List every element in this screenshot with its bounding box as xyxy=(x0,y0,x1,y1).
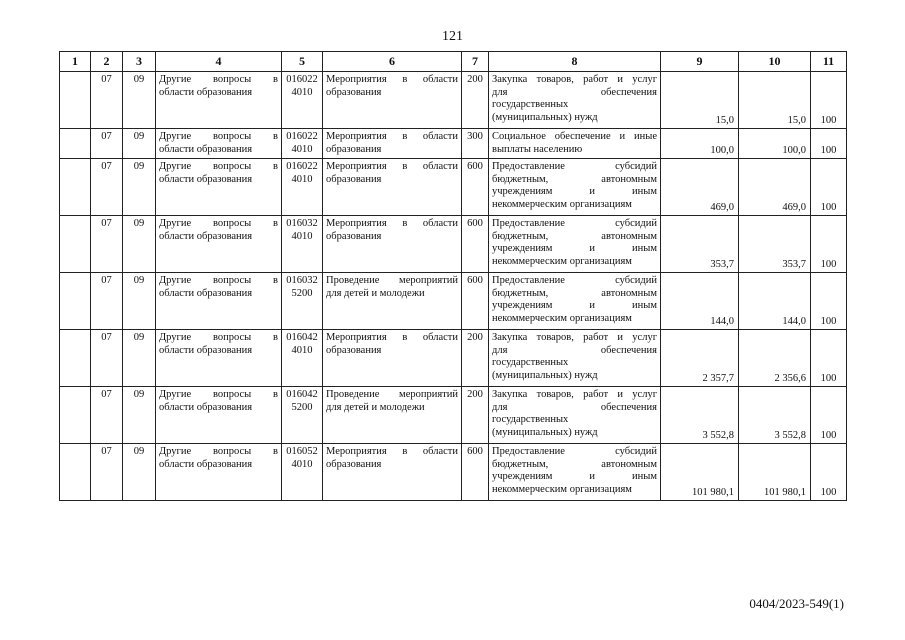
target-code-line: 5200 xyxy=(291,287,313,299)
expense-type-code: 600 xyxy=(467,161,483,172)
cell-col1 xyxy=(60,273,91,330)
cell-planned xyxy=(661,129,739,159)
description-line: Другие вопросы в xyxy=(159,131,278,142)
table-row xyxy=(60,159,847,216)
expense-type-code: 200 xyxy=(467,332,483,343)
cell-subsection xyxy=(123,444,156,501)
expense-type-line: бюджетным, автономным xyxy=(492,230,657,242)
subsection-code: 09 xyxy=(133,161,145,172)
cell-target-code xyxy=(282,330,323,387)
expense-type-line: некоммерческим организациям xyxy=(492,255,632,267)
cell-target-code xyxy=(282,216,323,273)
cell-expense-name xyxy=(489,273,661,330)
cell-percent xyxy=(811,159,847,216)
cell-measure xyxy=(323,216,462,273)
percent-value: 100 xyxy=(820,201,837,213)
subsection-code: 09 xyxy=(133,389,145,400)
expense-type-line: Предоставление субсидий xyxy=(492,446,657,457)
description-line: Другие вопросы в xyxy=(159,446,278,457)
expense-type-code: 300 xyxy=(467,131,483,142)
cell-measure xyxy=(323,129,462,159)
planned-amount: 469,0 xyxy=(710,201,734,213)
target-code-line: 4010 xyxy=(291,143,313,155)
expense-type-line: Закупка товаров, работ и услуг xyxy=(492,74,657,85)
measure-line: Мероприятия в области xyxy=(326,446,458,457)
section-code: 07 xyxy=(101,161,112,172)
expense-type-line: государственных xyxy=(492,99,569,110)
target-code-line: 5200 xyxy=(291,401,313,413)
table-row xyxy=(60,387,847,444)
expense-type-line: учреждениям и иным xyxy=(492,300,657,311)
cell-subsection xyxy=(123,330,156,387)
expense-type-line: бюджетным, автономным xyxy=(492,458,657,470)
cell-expense-type xyxy=(462,330,489,387)
cell-measure xyxy=(323,444,462,501)
cell-target-code xyxy=(282,387,323,444)
measure-line: образования xyxy=(326,230,382,242)
expense-type-code: 200 xyxy=(467,389,483,400)
description-line: Другие вопросы в xyxy=(159,332,278,343)
cell-executed xyxy=(739,273,811,330)
expense-type-code: 600 xyxy=(467,446,483,457)
expense-type-line: (муниципальных) нужд xyxy=(492,369,598,381)
cell-subsection xyxy=(123,273,156,330)
cell-subsection xyxy=(123,216,156,273)
target-code-line: 016022 xyxy=(286,131,318,142)
subsection-code: 09 xyxy=(133,218,145,229)
expense-type-line: Закупка товаров, работ и услуг xyxy=(492,332,657,343)
cell-expense-type xyxy=(462,159,489,216)
executed-amount: 144,0 xyxy=(782,315,806,327)
measure-line: Мероприятия в области xyxy=(326,161,458,172)
cell-target-code xyxy=(282,129,323,159)
expense-type-line: учреждениям и иным xyxy=(492,471,657,482)
section-code: 07 xyxy=(101,389,112,400)
measure-line: Мероприятия в области xyxy=(326,74,458,85)
measure-line: для детей и молодежи xyxy=(326,287,425,299)
cell-subsection xyxy=(123,129,156,159)
table-row xyxy=(60,444,847,501)
cell-percent xyxy=(811,129,847,159)
cell-expense-type xyxy=(462,273,489,330)
expense-type-code: 600 xyxy=(467,275,483,286)
cell-executed xyxy=(739,330,811,387)
measure-line: Мероприятия в области xyxy=(326,218,458,229)
table-row xyxy=(60,330,847,387)
cell-description xyxy=(156,330,282,387)
cell-percent xyxy=(811,273,847,330)
target-code-line: 016052 xyxy=(286,446,318,457)
executed-amount: 353,7 xyxy=(782,258,806,270)
cell-expense-name xyxy=(489,159,661,216)
subsection-code: 09 xyxy=(133,275,145,286)
subsection-code: 09 xyxy=(133,446,145,457)
cell-col1 xyxy=(60,72,91,129)
cell-section xyxy=(91,444,123,501)
cell-subsection xyxy=(123,159,156,216)
header-cell: 8 xyxy=(489,52,661,72)
cell-percent xyxy=(811,72,847,129)
target-code-line: 4010 xyxy=(291,173,313,185)
expense-type-line: для обеспечения xyxy=(492,401,657,413)
cell-description xyxy=(156,159,282,216)
cell-section xyxy=(91,129,123,159)
cell-planned xyxy=(661,216,739,273)
planned-amount: 144,0 xyxy=(710,315,734,327)
header-cell: 1 xyxy=(60,52,91,72)
subsection-code: 09 xyxy=(133,332,145,343)
header-cell: 10 xyxy=(739,52,811,72)
executed-amount: 469,0 xyxy=(782,201,806,213)
cell-description xyxy=(156,444,282,501)
cell-planned xyxy=(661,273,739,330)
subsection-code: 09 xyxy=(133,74,145,85)
target-code-line: 4010 xyxy=(291,344,313,356)
expense-type-line: бюджетным, автономным xyxy=(492,287,657,299)
cell-measure xyxy=(323,387,462,444)
planned-amount: 15,0 xyxy=(715,114,734,126)
cell-expense-name xyxy=(489,129,661,159)
expense-type-line: Предоставление субсидий xyxy=(492,275,657,286)
executed-amount: 15,0 xyxy=(787,114,806,126)
description-line: Другие вопросы в xyxy=(159,161,278,172)
cell-target-code xyxy=(282,159,323,216)
cell-col1 xyxy=(60,387,91,444)
description-line: области образования xyxy=(159,458,253,470)
description-line: Другие вопросы в xyxy=(159,275,278,286)
percent-value: 100 xyxy=(820,258,837,270)
cell-measure xyxy=(323,159,462,216)
planned-amount: 100,0 xyxy=(710,144,734,156)
cell-expense-name xyxy=(489,216,661,273)
header-cell: 2 xyxy=(91,52,123,72)
target-code-line: 016032 xyxy=(286,218,318,229)
cell-expense-type xyxy=(462,129,489,159)
percent-value: 100 xyxy=(820,315,837,327)
planned-amount: 3 552,8 xyxy=(702,429,734,441)
cell-measure xyxy=(323,330,462,387)
measure-line: образования xyxy=(326,143,382,155)
expense-type-line: выплаты населению xyxy=(492,143,583,155)
cell-percent xyxy=(811,330,847,387)
measure-line: образования xyxy=(326,458,382,470)
section-code: 07 xyxy=(101,74,112,85)
planned-amount: 353,7 xyxy=(710,258,734,270)
percent-value: 100 xyxy=(820,114,837,126)
table-row xyxy=(60,129,847,159)
cell-section xyxy=(91,216,123,273)
percent-value: 100 xyxy=(820,144,837,156)
description-line: области образования xyxy=(159,143,253,155)
cell-description xyxy=(156,129,282,159)
cell-expense-type xyxy=(462,387,489,444)
cell-planned xyxy=(661,330,739,387)
target-code-line: 016022 xyxy=(286,161,318,172)
target-code-line: 016042 xyxy=(286,332,318,343)
page-number: 121 xyxy=(442,29,463,44)
cell-col1 xyxy=(60,444,91,501)
description-line: Другие вопросы в xyxy=(159,218,278,229)
description-line: Другие вопросы в xyxy=(159,389,278,400)
subsection-code: 09 xyxy=(133,131,145,142)
percent-value: 100 xyxy=(820,372,837,384)
cell-measure xyxy=(323,72,462,129)
cell-target-code xyxy=(282,273,323,330)
header-cell: 4 xyxy=(156,52,282,72)
expense-type-line: Предоставление субсидий xyxy=(492,161,657,172)
expense-type-line: некоммерческим организациям xyxy=(492,483,632,495)
table-body xyxy=(60,72,847,501)
expense-type-line: Предоставление субсидий xyxy=(492,218,657,229)
section-code: 07 xyxy=(101,218,112,229)
expense-type-line: учреждениям и иным xyxy=(492,186,657,197)
cell-executed xyxy=(739,216,811,273)
cell-measure xyxy=(323,273,462,330)
description-line: области образования xyxy=(159,344,253,356)
cell-executed xyxy=(739,129,811,159)
measure-line: образования xyxy=(326,344,382,356)
cell-description xyxy=(156,387,282,444)
cell-target-code xyxy=(282,444,323,501)
cell-section xyxy=(91,159,123,216)
header-cell: 11 xyxy=(811,52,847,72)
expense-type-line: государственных xyxy=(492,357,569,368)
cell-expense-type xyxy=(462,72,489,129)
measure-line: Мероприятия в области xyxy=(326,131,458,142)
header-cell: 6 xyxy=(323,52,462,72)
cell-expense-name xyxy=(489,387,661,444)
section-code: 07 xyxy=(101,332,112,343)
section-code: 07 xyxy=(101,446,112,457)
cell-description xyxy=(156,216,282,273)
expense-type-line: (муниципальных) нужд xyxy=(492,426,598,438)
target-code-line: 016032 xyxy=(286,275,318,286)
cell-expense-type xyxy=(462,216,489,273)
expense-type-line: некоммерческим организациям xyxy=(492,198,632,210)
cell-section xyxy=(91,72,123,129)
description-line: области образования xyxy=(159,287,253,299)
expense-type-code: 600 xyxy=(467,218,483,229)
cell-planned xyxy=(661,159,739,216)
cell-description xyxy=(156,273,282,330)
description-line: области образования xyxy=(159,173,253,185)
cell-percent xyxy=(811,387,847,444)
measure-line: для детей и молодежи xyxy=(326,401,425,413)
measure-line: образования xyxy=(326,86,382,98)
expense-type-code: 200 xyxy=(467,74,483,85)
cell-expense-type xyxy=(462,444,489,501)
target-code-line: 4010 xyxy=(291,86,313,98)
expense-type-line: учреждениям и иным xyxy=(492,243,657,254)
executed-amount: 2 356,6 xyxy=(774,372,806,384)
header-cell: 5 xyxy=(282,52,323,72)
description-line: области образования xyxy=(159,401,253,413)
measure-line: Проведение мероприятий xyxy=(326,275,458,286)
table-row xyxy=(60,273,847,330)
cell-expense-name xyxy=(489,330,661,387)
section-code: 07 xyxy=(101,131,112,142)
measure-line: Мероприятия в области xyxy=(326,332,458,343)
expense-type-line: некоммерческим организациям xyxy=(492,312,632,324)
cell-col1 xyxy=(60,216,91,273)
description-line: Другие вопросы в xyxy=(159,74,278,85)
cell-section xyxy=(91,387,123,444)
cell-executed xyxy=(739,444,811,501)
expense-type-line: (муниципальных) нужд xyxy=(492,111,598,123)
cell-expense-name xyxy=(489,444,661,501)
header-row xyxy=(60,52,847,72)
target-code-line: 016042 xyxy=(286,389,318,400)
cell-description xyxy=(156,72,282,129)
target-code-line: 016022 xyxy=(286,74,318,85)
cell-executed xyxy=(739,72,811,129)
cell-col1 xyxy=(60,159,91,216)
cell-subsection xyxy=(123,387,156,444)
header-cell: 7 xyxy=(462,52,489,72)
expense-type-line: бюджетным, автономным xyxy=(492,173,657,185)
cell-col1 xyxy=(60,129,91,159)
expense-type-line: для обеспечения xyxy=(492,344,657,356)
cell-planned xyxy=(661,444,739,501)
measure-line: Проведение мероприятий xyxy=(326,389,458,400)
cell-executed xyxy=(739,159,811,216)
cell-percent xyxy=(811,444,847,501)
planned-amount: 101 980,1 xyxy=(692,486,734,498)
target-code-line: 4010 xyxy=(291,230,313,242)
table-row xyxy=(60,216,847,273)
expense-type-line: Закупка товаров, работ и услуг xyxy=(492,389,657,400)
cell-target-code xyxy=(282,72,323,129)
document-code: 0404/2023-549(1) xyxy=(749,596,844,611)
percent-value: 100 xyxy=(820,429,837,441)
header-cell: 3 xyxy=(123,52,156,72)
cell-percent xyxy=(811,216,847,273)
cell-section xyxy=(91,330,123,387)
executed-amount: 101 980,1 xyxy=(764,486,806,498)
percent-value: 100 xyxy=(820,486,837,498)
executed-amount: 3 552,8 xyxy=(774,429,806,441)
expense-type-line: для обеспечения xyxy=(492,86,657,98)
cell-planned xyxy=(661,72,739,129)
description-line: области образования xyxy=(159,230,253,242)
header-cell: 9 xyxy=(661,52,739,72)
expense-type-line: государственных xyxy=(492,414,569,425)
cell-section xyxy=(91,273,123,330)
measure-line: образования xyxy=(326,173,382,185)
cell-col1 xyxy=(60,330,91,387)
expense-type-line: Социальное обеспечение и иные xyxy=(492,131,657,142)
target-code-line: 4010 xyxy=(291,458,313,470)
planned-amount: 2 357,7 xyxy=(702,372,734,384)
cell-expense-name xyxy=(489,72,661,129)
table-row xyxy=(60,72,847,129)
cell-executed xyxy=(739,387,811,444)
executed-amount: 100,0 xyxy=(782,144,806,156)
section-code: 07 xyxy=(101,275,112,286)
description-line: области образования xyxy=(159,86,253,98)
budget-table xyxy=(59,51,847,501)
cell-subsection xyxy=(123,72,156,129)
cell-planned xyxy=(661,387,739,444)
